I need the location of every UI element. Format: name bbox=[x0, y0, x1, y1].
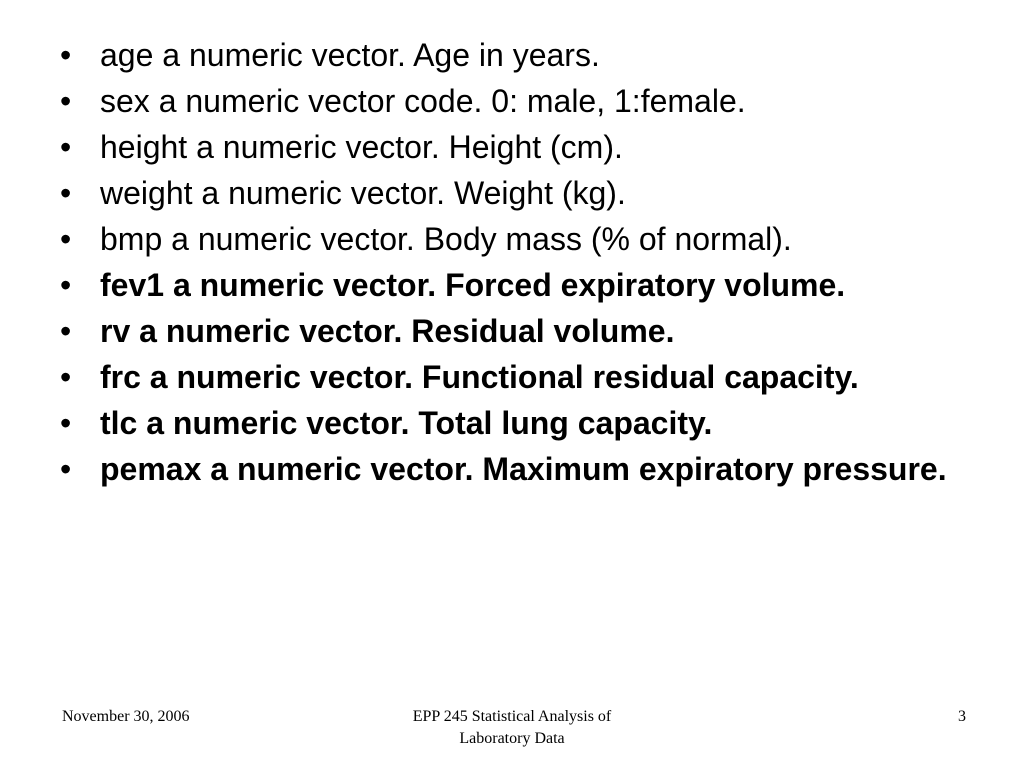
bullet-item-frc bbox=[60, 358, 990, 396]
bullet-text: tlc a numeric vector. Total lung capacity. bbox=[100, 405, 713, 441]
bullet-item-rv bbox=[60, 312, 990, 350]
bullet-item-age bbox=[60, 36, 990, 74]
bullet-icon: • bbox=[60, 405, 72, 441]
bullet-icon: • bbox=[60, 83, 72, 119]
bullet-text: sex a numeric vector code. 0: male, 1:female. bbox=[100, 83, 746, 119]
bullet-list bbox=[60, 36, 990, 496]
footer-title-line1: EPP 245 Statistical Analysis of bbox=[412, 708, 612, 725]
footer-title-line2: Laboratory Data bbox=[459, 730, 565, 747]
bullet-text: bmp a numeric vector. Body mass (% of normal). bbox=[100, 221, 792, 257]
bullet-icon: • bbox=[60, 221, 72, 257]
bullet-text: height a numeric vector. Height (cm). bbox=[100, 129, 623, 165]
bullet-text: fev1 a numeric vector. Forced expiratory volume. bbox=[100, 267, 846, 303]
bullet-item-weight bbox=[60, 174, 990, 212]
bullet-icon: • bbox=[60, 267, 72, 303]
bullet-text: rv a numeric vector. Residual volume. bbox=[100, 313, 675, 349]
bullet-item-pemax bbox=[60, 450, 990, 488]
footer-title bbox=[312, 706, 712, 750]
bullet-item-bmp bbox=[60, 220, 990, 258]
bullet-text: age a numeric vector. Age in years. bbox=[100, 37, 600, 73]
bullet-icon: • bbox=[60, 129, 72, 165]
bullet-item-sex bbox=[60, 82, 990, 120]
footer-date: November 30, 2006 bbox=[62, 708, 190, 725]
bullet-item-fev1 bbox=[60, 266, 990, 304]
bullet-text: pemax a numeric vector. Maximum expiratory pressure. bbox=[100, 451, 947, 487]
bullet-icon: • bbox=[60, 37, 72, 73]
bullet-item-tlc bbox=[60, 404, 990, 442]
page-number: 3 bbox=[958, 708, 966, 725]
bullet-icon: • bbox=[60, 451, 72, 487]
bullet-text: weight a numeric vector. Weight (kg). bbox=[100, 175, 626, 211]
bullet-icon: • bbox=[60, 313, 72, 349]
bullet-icon: • bbox=[60, 175, 72, 211]
bullet-icon: • bbox=[60, 359, 72, 395]
bullet-item-height bbox=[60, 128, 990, 166]
bullet-text: frc a numeric vector. Functional residual capacity. bbox=[100, 359, 859, 395]
